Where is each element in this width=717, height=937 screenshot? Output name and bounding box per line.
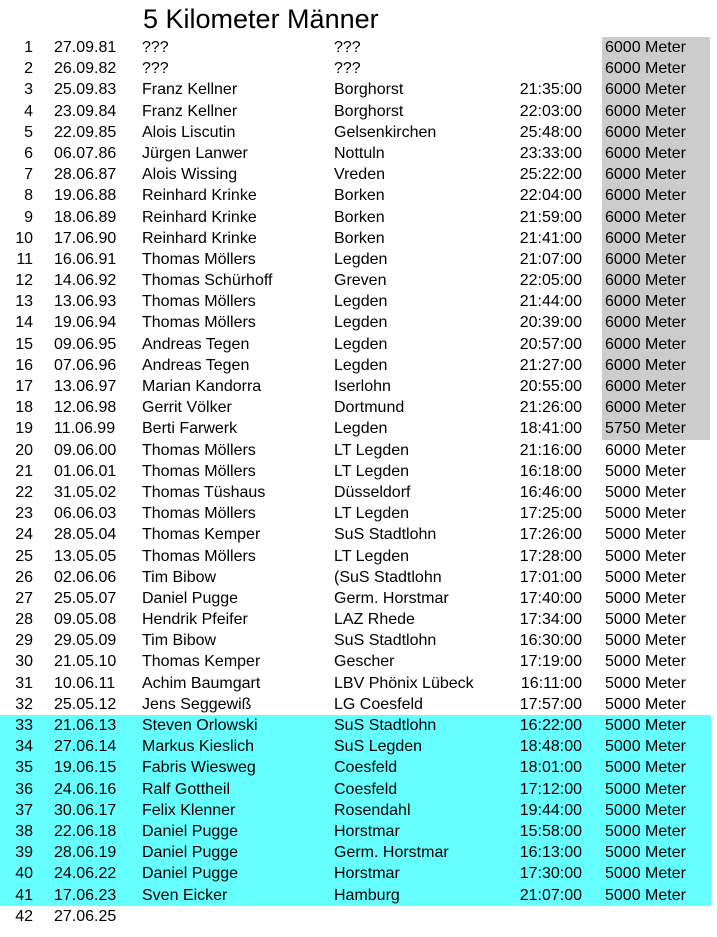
- finish-time: 25:22:00: [519, 166, 582, 184]
- race-date: 06.06.03: [54, 505, 117, 523]
- winner-club: Horstmar: [334, 865, 400, 883]
- race-distance: 6000 Meter: [602, 143, 710, 164]
- race-distance: 6000 Meter: [602, 101, 710, 122]
- winner-name: Fabris Wiesweg: [142, 759, 256, 777]
- winner-club: LAZ Rhede: [334, 611, 415, 629]
- winner-name: Andreas Tegen: [142, 335, 250, 353]
- finish-time: 18:01:00: [519, 759, 582, 777]
- finish-time: 19:44:00: [519, 801, 582, 819]
- finish-time: 15:58:00: [519, 822, 582, 840]
- winner-name: Reinhard Krinke: [142, 229, 257, 247]
- race-distance: 6000 Meter: [602, 376, 710, 397]
- race-date: 21.06.13: [54, 717, 117, 734]
- winner-club: LT Legden: [334, 547, 410, 565]
- winner-club: Legden: [334, 314, 388, 332]
- race-date: 18.06.89: [54, 208, 117, 226]
- race-date: 09.06.00: [54, 441, 117, 459]
- race-date: 24.06.16: [54, 780, 117, 798]
- finish-time: 18:41:00: [519, 420, 582, 438]
- race-distance: 5000 Meter: [605, 568, 686, 586]
- row-number: 42: [15, 907, 33, 925]
- table-row: [0, 143, 717, 164]
- finish-time: 18:48:00: [519, 738, 582, 756]
- race-date: 27.06.14: [54, 738, 117, 756]
- row-number: 1: [24, 39, 33, 56]
- row-number: 31: [15, 674, 33, 692]
- winner-club: Legden: [334, 420, 388, 438]
- race-distance: 5000 Meter: [605, 547, 686, 565]
- race-date: 01.06.01: [54, 462, 117, 480]
- row-number: 20: [15, 441, 33, 459]
- race-date: 13.06.93: [54, 293, 117, 311]
- race-distance: 5000 Meter: [605, 822, 686, 840]
- race-date: 12.06.98: [54, 399, 117, 417]
- row-number: 40: [15, 865, 33, 883]
- finish-time: 21:26:00: [519, 399, 582, 417]
- table-row: [0, 609, 717, 630]
- winner-club: Coesfeld: [334, 780, 398, 798]
- winner-name: Alois Liscutin: [142, 123, 236, 141]
- finish-time: 17:40:00: [519, 589, 582, 607]
- winner-name: Tim Bibow: [142, 632, 217, 650]
- race-date: 14.06.92: [54, 272, 117, 290]
- row-number: 38: [15, 822, 33, 840]
- winner-name: Hendrik Pfeifer: [142, 611, 248, 629]
- winner-club: SuS Stadtlohn: [334, 526, 437, 544]
- winner-club: SuS Legden: [334, 738, 423, 756]
- race-distance: 6000 Meter: [602, 270, 710, 291]
- winner-club: Dortmund: [334, 399, 405, 417]
- row-number: 17: [15, 378, 33, 395]
- winner-club: LT Legden: [334, 505, 410, 523]
- race-date: 02.06.06: [54, 568, 117, 586]
- row-number: 14: [15, 314, 33, 332]
- row-number: 29: [15, 632, 33, 650]
- finish-time: 17:01:00: [519, 568, 582, 586]
- race-date: 11.06.99: [54, 420, 116, 438]
- race-distance: 6000 Meter: [602, 122, 710, 143]
- race-date: 19.06.94: [54, 314, 117, 332]
- race-date: 24.06.22: [54, 865, 117, 883]
- row-number: 39: [15, 844, 33, 862]
- table-row: [0, 376, 717, 397]
- table-row: [0, 715, 711, 736]
- row-number: 33: [15, 717, 33, 734]
- winner-club: Germ. Horstmar: [334, 589, 449, 607]
- table-row: [0, 800, 711, 821]
- winner-club: LT Legden: [334, 441, 410, 459]
- race-date: 27.06.25: [54, 907, 117, 925]
- race-date: 31.05.02: [54, 483, 117, 501]
- row-number: 25: [15, 547, 33, 565]
- finish-time: 21:27:00: [519, 356, 582, 374]
- row-number: 28: [15, 611, 33, 629]
- race-distance: 5000 Meter: [605, 844, 686, 862]
- winner-club: Greven: [334, 272, 387, 290]
- winner-name: Thomas Kemper: [142, 653, 261, 671]
- row-number: 21: [15, 462, 33, 480]
- race-date: 06.07.86: [54, 144, 117, 162]
- finish-time: 17:28:00: [519, 547, 582, 565]
- winner-name: Marian Kandorra: [142, 378, 262, 395]
- race-distance: 6000 Meter: [602, 207, 710, 228]
- row-number: 12: [15, 272, 33, 290]
- row-number: 23: [15, 505, 33, 523]
- finish-time: 21:07:00: [519, 250, 582, 268]
- winner-name: Steven Orlowski: [142, 717, 258, 734]
- race-distance: 5000 Meter: [605, 526, 686, 544]
- table-row: [0, 397, 717, 418]
- winner-club: Borken: [334, 208, 385, 226]
- row-number: 5: [24, 123, 33, 141]
- finish-time: 21:07:00: [519, 886, 582, 904]
- winner-name: ???: [142, 60, 169, 78]
- winner-name: Thomas Kemper: [142, 526, 261, 544]
- race-date: 26.09.82: [54, 60, 117, 78]
- finish-time: 17:25:00: [519, 505, 582, 523]
- race-date: 30.06.17: [54, 801, 117, 819]
- winner-name: Thomas Möllers: [142, 547, 256, 565]
- table-row: [0, 101, 717, 122]
- winner-name: Daniel Pugge: [142, 589, 239, 607]
- race-date: 16.06.91: [54, 250, 117, 268]
- table-row: [0, 355, 717, 376]
- race-date: 29.05.09: [54, 632, 117, 650]
- winner-name: Berti Farwerk: [142, 420, 238, 438]
- winner-name: Achim Baumgart: [142, 674, 261, 692]
- row-number: 36: [15, 780, 33, 798]
- table-row: [0, 588, 717, 609]
- race-date: 22.09.85: [54, 123, 117, 141]
- winner-club: Borghorst: [334, 102, 404, 120]
- table-row: [0, 249, 717, 270]
- winner-name: Sven Eicker: [142, 886, 228, 904]
- row-number: 32: [15, 695, 33, 713]
- finish-time: 16:11:00: [520, 674, 582, 692]
- race-distance: 6000 Meter: [602, 249, 710, 270]
- finish-time: 17:19:00: [519, 653, 582, 671]
- row-number: 24: [15, 526, 33, 544]
- finish-time: 17:12:00: [519, 780, 582, 798]
- finish-time: 16:30:00: [519, 632, 582, 650]
- race-distance: 6000 Meter: [602, 79, 710, 100]
- winner-club: Gescher: [334, 653, 395, 671]
- winner-name: Thomas Möllers: [142, 250, 256, 268]
- table-row: [0, 630, 717, 651]
- winner-club: Horstmar: [334, 822, 400, 840]
- winner-name: Ralf Gottheil: [142, 780, 231, 798]
- race-distance: 6000 Meter: [602, 312, 710, 333]
- winner-club: Iserlohn: [334, 378, 391, 395]
- winner-name: ???: [142, 39, 169, 56]
- race-date: 27.09.81: [54, 39, 117, 56]
- finish-time: 21:16:00: [519, 441, 582, 459]
- row-number: 37: [15, 801, 33, 819]
- table-row: [0, 185, 717, 206]
- table-row: [0, 58, 717, 79]
- winner-name: Markus Kieslich: [142, 738, 255, 756]
- table-row: [0, 651, 717, 672]
- race-distance: 5000 Meter: [605, 462, 686, 480]
- table-row: [0, 334, 717, 355]
- table-row: [0, 164, 717, 185]
- race-distance: 6000 Meter: [602, 185, 710, 206]
- table-row: [0, 291, 717, 312]
- row-number: 30: [15, 653, 33, 671]
- winner-club: Rosendahl: [334, 801, 411, 819]
- finish-time: 22:04:00: [519, 187, 582, 205]
- race-distance: 5000 Meter: [605, 865, 686, 883]
- table-row: [0, 418, 717, 439]
- winner-name: Thomas Möllers: [142, 293, 256, 311]
- race-distance: 6000 Meter: [602, 164, 710, 185]
- finish-time: 17:34:00: [519, 611, 582, 629]
- row-number: 11: [16, 250, 33, 268]
- finish-time: 21:59:00: [519, 208, 582, 226]
- table-row: [0, 440, 717, 461]
- race-distance: 6000 Meter: [602, 334, 710, 355]
- race-date: 19.06.15: [54, 759, 117, 777]
- row-number: 35: [15, 759, 33, 777]
- finish-time: 16:18:00: [519, 462, 582, 480]
- finish-time: 22:05:00: [519, 272, 582, 290]
- winner-name: Daniel Pugge: [142, 822, 239, 840]
- winner-club: Nottuln: [334, 144, 385, 162]
- winner-name: Thomas Schürhoff: [142, 272, 273, 290]
- table-row: [0, 863, 711, 884]
- winner-club: LG Coesfeld: [334, 695, 423, 713]
- race-date: 28.05.04: [54, 526, 117, 544]
- race-distance: 5000 Meter: [605, 611, 686, 629]
- table-row: [0, 906, 717, 927]
- table-row: [0, 207, 717, 228]
- table-row: [0, 312, 717, 333]
- winner-club: LT Legden: [334, 462, 410, 480]
- table-row: [0, 567, 717, 588]
- winner-club: (SuS Stadtlohn: [334, 568, 442, 586]
- race-date: 10.06.11: [54, 674, 116, 692]
- race-distance: 5750 Meter: [602, 418, 710, 439]
- race-date: 19.06.88: [54, 187, 117, 205]
- race-date: 09.06.95: [54, 335, 117, 353]
- race-distance: 6000 Meter: [602, 58, 710, 79]
- table-row: [0, 821, 711, 842]
- race-distance: 6000 Meter: [602, 355, 710, 376]
- row-number: 6: [24, 144, 33, 162]
- table-row: [0, 546, 717, 567]
- winner-name: Felix Klenner: [142, 801, 236, 819]
- finish-time: 17:57:00: [519, 695, 582, 713]
- race-distance: 5000 Meter: [605, 505, 686, 523]
- race-date: 13.05.05: [54, 547, 117, 565]
- race-distance: 5000 Meter: [605, 589, 686, 607]
- row-number: 34: [15, 738, 33, 756]
- race-distance: 5000 Meter: [605, 759, 686, 777]
- table-row: [0, 79, 717, 100]
- finish-time: 21:41:00: [519, 229, 582, 247]
- finish-time: 16:13:00: [519, 844, 582, 862]
- winner-club: Legden: [334, 356, 388, 374]
- winner-club: Vreden: [334, 166, 385, 184]
- table-row: [0, 779, 711, 800]
- race-date: 17.06.23: [54, 886, 117, 904]
- finish-time: 25:48:00: [519, 123, 582, 141]
- row-number: 2: [24, 60, 33, 78]
- row-number: 7: [24, 166, 33, 184]
- winner-name: Thomas Tüshaus: [142, 483, 266, 501]
- table-row: [0, 270, 717, 291]
- race-date: 13.06.97: [54, 378, 117, 395]
- winner-club: Düsseldorf: [334, 483, 411, 501]
- race-distance: 5000 Meter: [605, 738, 686, 756]
- race-distance: 6000 Meter: [605, 441, 686, 459]
- winner-name: Thomas Möllers: [142, 505, 256, 523]
- table-row: [0, 461, 717, 482]
- table-row: [0, 122, 717, 143]
- page-title: 5 Kilometer Männer: [143, 4, 379, 34]
- race-distance: 6000 Meter: [602, 397, 710, 418]
- table-row: [0, 228, 717, 249]
- race-date: 07.06.96: [54, 356, 117, 374]
- race-date: 28.06.87: [54, 166, 117, 184]
- winner-name: Jürgen Lanwer: [142, 144, 248, 162]
- race-distance: 6000 Meter: [602, 37, 710, 58]
- table-row: [0, 842, 711, 863]
- winner-name: Gerrit Völker: [142, 399, 232, 417]
- row-number: 19: [15, 420, 33, 438]
- winner-club: Borghorst: [334, 81, 404, 99]
- race-distance: 5000 Meter: [605, 674, 686, 692]
- finish-time: 23:33:00: [519, 144, 582, 162]
- winner-club: Borken: [334, 229, 385, 247]
- race-distance: 5000 Meter: [605, 801, 686, 819]
- winner-name: Reinhard Krinke: [142, 187, 257, 205]
- winner-club: Legden: [334, 250, 388, 268]
- race-date: 23.09.84: [54, 102, 117, 120]
- winner-name: Reinhard Krinke: [142, 208, 257, 226]
- row-number: 8: [24, 187, 33, 205]
- winner-name: Andreas Tegen: [142, 356, 250, 374]
- race-distance: 5000 Meter: [605, 483, 686, 501]
- row-number: 26: [15, 568, 33, 586]
- row-number: 3: [24, 81, 33, 99]
- finish-time: 20:57:00: [519, 335, 582, 353]
- winner-club: Borken: [334, 187, 385, 205]
- table-row: [0, 885, 711, 906]
- finish-time: 20:39:00: [519, 314, 582, 332]
- row-number: 13: [15, 293, 33, 311]
- table-row: [0, 37, 717, 58]
- winner-name: Thomas Möllers: [142, 441, 256, 459]
- row-number: 41: [15, 886, 33, 904]
- row-number: 22: [15, 483, 33, 501]
- race-date: 25.05.12: [54, 695, 117, 713]
- race-date: 09.05.08: [54, 611, 117, 629]
- results-table: [0, 37, 717, 927]
- race-distance: 5000 Meter: [605, 886, 686, 904]
- winner-club: LBV Phönix Lübeck: [334, 674, 474, 692]
- race-date: 17.06.90: [54, 229, 117, 247]
- winner-club: Hamburg: [334, 886, 400, 904]
- winner-name: Franz Kellner: [142, 102, 238, 120]
- winner-name: Daniel Pugge: [142, 844, 239, 862]
- race-distance: 5000 Meter: [605, 632, 686, 650]
- finish-time: 21:35:00: [519, 81, 582, 99]
- winner-name: Thomas Möllers: [142, 462, 256, 480]
- race-distance: 6000 Meter: [602, 228, 710, 249]
- race-date: 28.06.19: [54, 844, 117, 862]
- row-number: 16: [15, 356, 33, 374]
- row-number: 15: [15, 335, 33, 353]
- race-distance: 5000 Meter: [605, 653, 686, 671]
- race-date: 22.06.18: [54, 822, 117, 840]
- winner-name: Daniel Pugge: [142, 865, 239, 883]
- winner-name: Thomas Möllers: [142, 314, 256, 332]
- table-row: [0, 482, 717, 503]
- winner-club: Legden: [334, 335, 388, 353]
- finish-time: 22:03:00: [519, 102, 582, 120]
- row-number: 18: [15, 399, 33, 417]
- winner-name: Jens Seggewiß: [142, 695, 252, 713]
- row-number: 4: [24, 102, 33, 120]
- race-date: 25.09.83: [54, 81, 117, 99]
- row-number: 9: [24, 208, 33, 226]
- winner-club: Germ. Horstmar: [334, 844, 449, 862]
- winner-name: Franz Kellner: [142, 81, 238, 99]
- winner-club: ???: [334, 39, 361, 56]
- finish-time: 20:55:00: [519, 378, 582, 395]
- row-number: 10: [15, 229, 33, 247]
- winner-club: SuS Stadtlohn: [334, 717, 437, 734]
- table-row: [0, 736, 711, 757]
- winner-name: Alois Wissing: [142, 166, 238, 184]
- winner-club: Coesfeld: [334, 759, 398, 777]
- finish-time: 21:44:00: [519, 293, 582, 311]
- winner-club: Gelsenkirchen: [334, 123, 437, 141]
- finish-time: 16:46:00: [519, 483, 582, 501]
- row-number: 27: [15, 589, 33, 607]
- table-row: [0, 673, 717, 694]
- winner-club: ???: [334, 60, 361, 78]
- race-distance: 5000 Meter: [605, 695, 686, 713]
- finish-time: 16:22:00: [519, 717, 582, 734]
- race-distance: 5000 Meter: [605, 780, 686, 798]
- finish-time: 17:30:00: [519, 865, 582, 883]
- race-distance: 5000 Meter: [605, 717, 686, 734]
- table-row: [0, 503, 717, 524]
- winner-name: Tim Bibow: [142, 568, 217, 586]
- winner-club: Legden: [334, 293, 388, 311]
- race-distance: 6000 Meter: [602, 291, 710, 312]
- winner-club: SuS Stadtlohn: [334, 632, 437, 650]
- race-date: 25.05.07: [54, 589, 117, 607]
- table-row: [0, 524, 717, 545]
- table-row: [0, 694, 717, 715]
- table-row: [0, 757, 711, 778]
- finish-time: 17:26:00: [519, 526, 582, 544]
- race-date: 21.05.10: [54, 653, 117, 671]
